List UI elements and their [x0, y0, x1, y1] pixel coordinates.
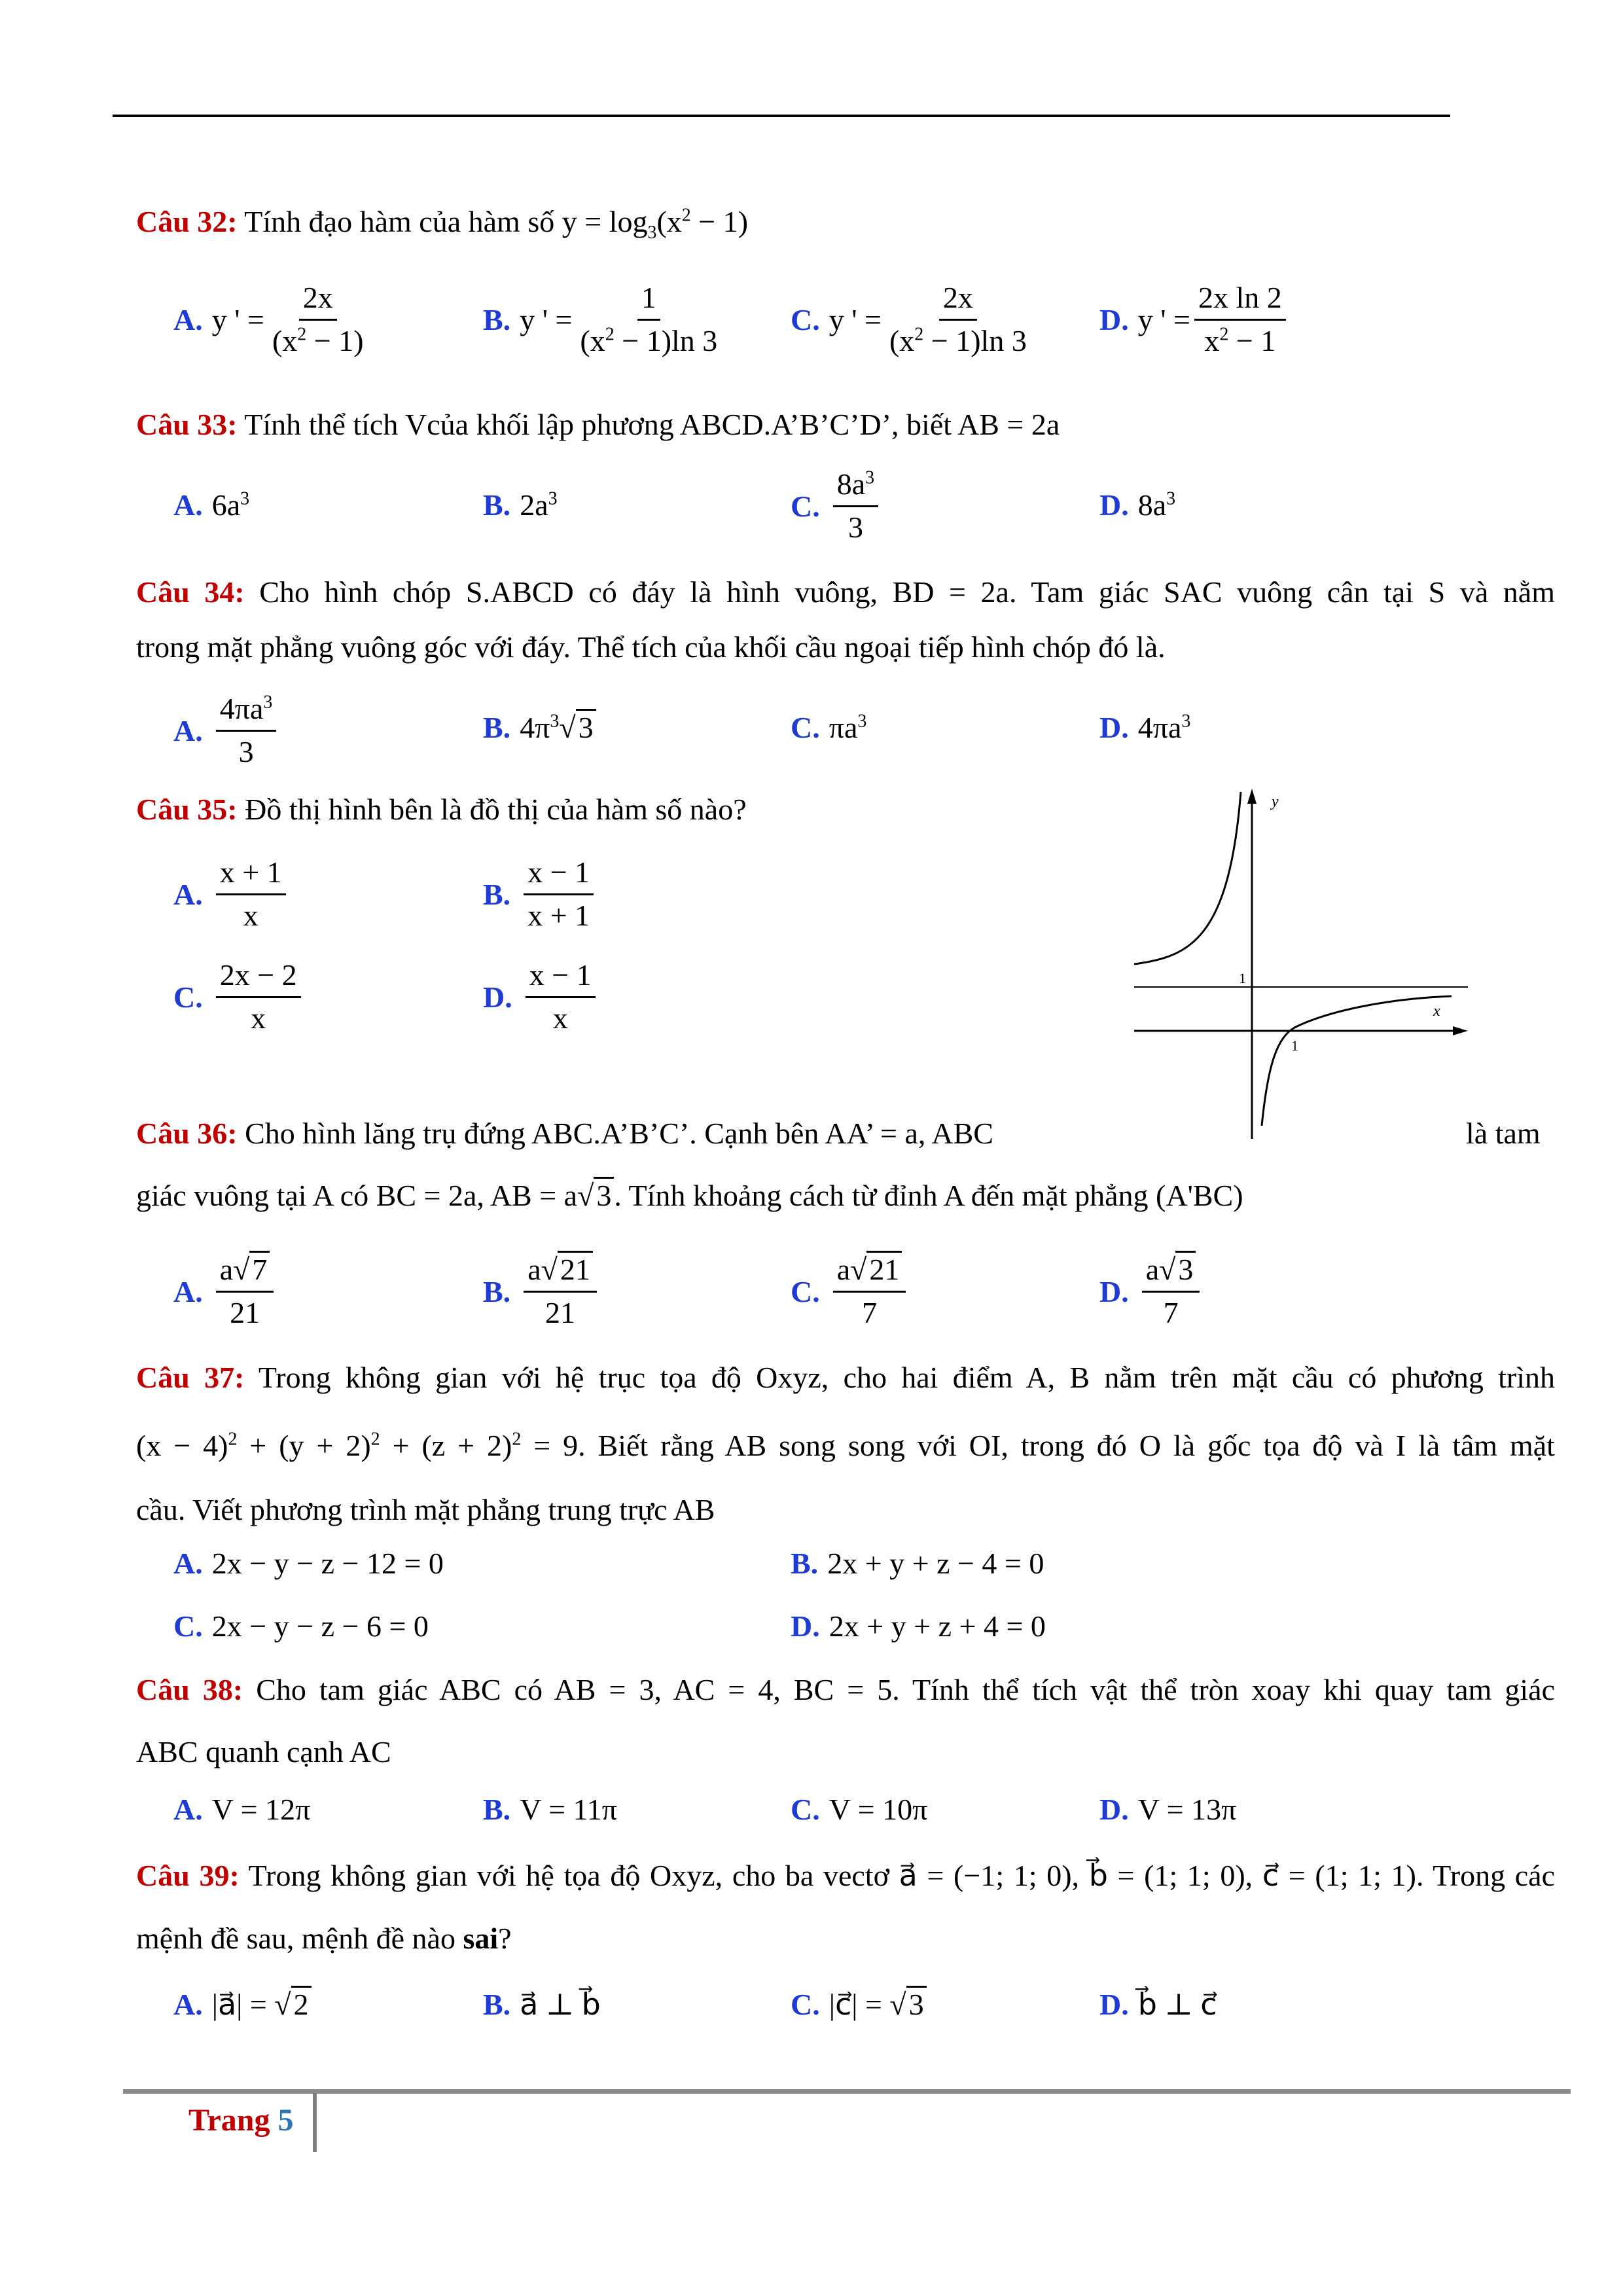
fraction: $\frac{a√7}{21}$	[216, 1253, 274, 1329]
option-b[interactable]	[791, 1546, 1044, 1581]
math: $6a^3$	[211, 488, 250, 522]
math: y ' =	[829, 302, 882, 336]
page-number	[188, 2102, 293, 2138]
y-axis-label: y	[1272, 793, 1279, 810]
option-b[interactable]	[483, 710, 596, 745]
question-text: Tính thể tích Vcủa khối lập phương ABCD.A’B’C’D’, biết AB = 2a	[244, 408, 1060, 441]
math: BD = 2a	[892, 575, 1009, 609]
option-label: D.	[1099, 1987, 1129, 2021]
question-36-continued: là tam	[1466, 1117, 1541, 1150]
header-rule	[113, 115, 1450, 117]
fraction: $\frac{1}{(x^2 - 1)\ln 3}$	[580, 281, 718, 357]
math: a⃗ ⊥ b⃗	[520, 1988, 601, 2021]
emphasis-sai: sai	[463, 1922, 499, 1955]
option-label: D.	[1099, 1274, 1129, 1308]
option-c[interactable]	[173, 1609, 429, 1643]
option-label: D.	[1099, 1793, 1129, 1826]
question-text: . Biết rằng AB song song với OI, trong đó O là gốc tọa độ và I là tâm mặt	[578, 1429, 1555, 1462]
option-label: B.	[483, 1793, 511, 1826]
option-b[interactable]	[483, 1986, 601, 2022]
option-label: B.	[791, 1547, 819, 1580]
question-34	[136, 575, 1555, 609]
option-label: D.	[1099, 302, 1129, 336]
option-label: C.	[791, 711, 820, 744]
option-label: A.	[173, 1547, 203, 1580]
math: V = 13π	[1137, 1793, 1237, 1826]
option-label: C.	[791, 1274, 820, 1308]
question-37-line3: cầu. Viết phương trình mặt phẳng trung trực AB	[136, 1493, 715, 1526]
option-label: C.	[173, 980, 203, 1014]
option-label: C.	[791, 1987, 820, 2021]
option-c[interactable]	[791, 1253, 910, 1329]
math: AB = 3, AC = 4, BC = 5	[554, 1673, 893, 1706]
math: |c⃗| = √3	[829, 1986, 927, 2022]
option-a[interactable]	[173, 1253, 277, 1329]
math: y ' =	[1137, 302, 1190, 336]
question-36-line2: giác vuông tại A có BC = 2a, AB = a√3. Tính khoảng cách từ đỉnh A đến mặt phẳng (A'BC)	[136, 1178, 1243, 1213]
question-39-line2: mệnh đề sau, mệnh đề nào sai?	[136, 1922, 512, 1955]
option-a[interactable]	[173, 1986, 312, 2022]
option-label: D.	[791, 1609, 820, 1643]
option-a[interactable]	[173, 692, 280, 768]
option-d[interactable]	[1099, 281, 1290, 357]
fraction: $\frac{a√3}{7}$	[1142, 1253, 1200, 1329]
option-c[interactable]	[791, 1986, 927, 2022]
question-35	[136, 792, 747, 827]
option-c[interactable]	[791, 710, 866, 745]
question-text: Tính đạo hàm của hàm số	[244, 205, 562, 238]
tick-x-1: 1	[1291, 1037, 1298, 1054]
option-d[interactable]	[1099, 1986, 1217, 2022]
fraction: $\frac{2x}{(x^2 - 1)}$	[272, 281, 364, 357]
fraction: $\frac{\text{2x ln 2}}{x^2 - 1}$	[1194, 281, 1286, 357]
option-a[interactable]	[173, 1792, 310, 1827]
question-label: Câu 32:	[136, 205, 238, 238]
question-label: Câu 33:	[136, 408, 238, 441]
option-a[interactable]	[173, 281, 372, 357]
x-axis-label: x	[1433, 1003, 1440, 1020]
fraction: $\frac{2x - 2}{x}$	[216, 959, 301, 1035]
question-text: Trong không gian với hệ tọa độ Oxyz, cho ba vectơ	[248, 1859, 889, 1892]
option-b[interactable]	[483, 281, 725, 357]
option-d[interactable]	[791, 1609, 1046, 1643]
math: $4\pi^3√3$	[520, 710, 596, 745]
math: y ' =	[520, 302, 573, 336]
option-label: A.	[173, 302, 203, 336]
math: $4\pi a^3$	[1137, 711, 1191, 744]
y-axis-arrow	[1247, 789, 1257, 804]
question-label: Câu 34:	[136, 575, 245, 609]
fraction: $\frac{x - 1}{x}$	[526, 959, 596, 1035]
function-graph	[1131, 785, 1471, 1139]
option-b[interactable]	[483, 1253, 601, 1329]
math: $\pi a^3$	[829, 711, 867, 744]
math: a⃗ = (−1; 1; 0), b⃗ = (1; 1; 0), c⃗ = (1; 1; 1)	[899, 1859, 1416, 1892]
option-label: C.	[791, 489, 820, 523]
option-b[interactable]	[483, 856, 597, 932]
question-text: Trong không gian với hệ trục tọa độ Oxyz, cho hai điểm A, B nằm trên mặt cầu có phương trình	[258, 1361, 1555, 1394]
question-text: . Tính thể tích vật thể tròn xoay khi quay tam giác	[892, 1673, 1555, 1706]
option-label: A.	[173, 488, 203, 522]
option-c[interactable]	[173, 959, 305, 1035]
option-c[interactable]	[791, 281, 1035, 357]
question-text: . Trong các	[1416, 1859, 1556, 1892]
fraction: $\frac{x + 1}{x}$	[216, 856, 286, 932]
tick-y-1: 1	[1239, 970, 1246, 986]
question-text: . Tam giác SAC vuông cân tại S và nằm	[1008, 575, 1556, 609]
question-37-line2	[136, 1428, 1555, 1463]
math: $8a^3$	[1137, 488, 1176, 522]
option-label: C.	[791, 1793, 820, 1826]
option-label: D.	[483, 980, 512, 1014]
fraction: $\frac{a√21}{7}$	[833, 1253, 906, 1329]
fraction: $\frac{a√21}{21}$	[524, 1253, 597, 1329]
option-label: A.	[173, 1793, 203, 1826]
math: $2a^3$	[520, 488, 558, 522]
option-label: A.	[173, 713, 203, 747]
question-label: Câu 36:	[136, 1117, 238, 1150]
option-c[interactable]	[791, 1792, 927, 1827]
question-text: Cho tam giác ABC có	[256, 1673, 543, 1706]
option-label: B.	[483, 488, 511, 522]
curve-left-branch	[1134, 792, 1241, 964]
option-label: B.	[483, 1274, 511, 1308]
option-a[interactable]	[173, 488, 249, 522]
math: b⃗ ⊥ c⃗	[1137, 1988, 1217, 2021]
math: (A'BC)	[1156, 1179, 1243, 1212]
math: V = 10π	[829, 1793, 928, 1826]
option-c[interactable]	[791, 468, 882, 544]
option-label: D.	[1099, 711, 1129, 744]
question-37	[136, 1360, 1555, 1395]
option-d[interactable]	[1099, 1253, 1204, 1329]
math: 2x + y + z + 4 = 0	[829, 1609, 1046, 1643]
math: V = 12π	[211, 1793, 311, 1826]
question-text: Cho hình chóp S.ABCD có đáy là hình vuông,	[259, 575, 878, 609]
fraction: $\frac{8a^3}{3}$	[833, 468, 878, 544]
math: y ' =	[211, 302, 264, 336]
math: 2x + y + z − 4 = 0	[827, 1547, 1044, 1580]
option-d[interactable]	[1099, 488, 1175, 522]
option-d[interactable]	[483, 959, 599, 1035]
footer-divider	[313, 2093, 317, 2152]
math: BC = 2a, AB = a√3	[376, 1177, 615, 1212]
option-b[interactable]	[483, 488, 558, 522]
question-39	[136, 1857, 1555, 1893]
option-d[interactable]	[1099, 1792, 1236, 1827]
curve-right-branch	[1262, 996, 1452, 1126]
question-34-line2: trong mặt phẳng vuông góc với đáy. Thể tích của khối cầu ngoại tiếp hình chóp đó là.	[136, 630, 1166, 664]
option-label: B.	[483, 877, 511, 911]
math: V = 11π	[520, 1793, 618, 1826]
math: $y = \log_3(x^2 - 1)$	[562, 205, 749, 243]
math: 2x − y − z − 6 = 0	[211, 1609, 429, 1643]
fraction: $\frac{4\pi a^3}{3}$	[216, 692, 277, 768]
question-text: Đồ thị hình bên là đồ thị của hàm số nào?	[245, 793, 747, 826]
math: |a⃗| = √2	[212, 1986, 312, 2022]
question-38-line2: ABC quanh cạnh AC	[136, 1735, 391, 1768]
question-33	[136, 407, 1060, 442]
question-label: Câu 35:	[136, 793, 238, 826]
question-32	[136, 204, 748, 243]
question-text: Cho hình lăng trụ đứng ABC.A’B’C’. Cạnh bên AA’ = a, ABC	[245, 1117, 993, 1150]
question-label: Câu 38:	[136, 1673, 243, 1706]
option-label: A.	[173, 877, 203, 911]
option-label: B.	[483, 302, 511, 336]
option-label: B.	[483, 711, 511, 744]
page-label: Trang	[188, 2103, 270, 2138]
option-label: C.	[791, 302, 820, 336]
option-b[interactable]	[483, 1792, 617, 1827]
page-number-value: 5	[277, 2103, 294, 2138]
question-label: Câu 39:	[136, 1859, 240, 1892]
question-label: Câu 37:	[136, 1361, 245, 1394]
option-a[interactable]	[173, 1546, 444, 1581]
option-label: A.	[173, 1987, 203, 2021]
fraction: $\frac{x - 1}{x + 1}$	[524, 856, 594, 932]
option-label: B.	[483, 1987, 511, 2021]
option-a[interactable]	[173, 856, 290, 932]
x-axis-arrow	[1453, 1026, 1468, 1035]
math: 2x − y − z − 12 = 0	[211, 1547, 444, 1580]
math: $(x - 4)^2 + (y + 2)^2 + (z + 2)^2 = 9$	[136, 1429, 579, 1462]
option-label: A.	[173, 1274, 203, 1308]
option-label: C.	[173, 1609, 203, 1643]
question-38	[136, 1672, 1555, 1707]
question-36	[136, 1116, 993, 1151]
footer-rule	[123, 2089, 1571, 2094]
option-d[interactable]	[1099, 710, 1190, 745]
fraction: $\frac{2x}{(x^2 - 1)\ln 3}$	[889, 281, 1027, 357]
option-label: D.	[1099, 488, 1129, 522]
